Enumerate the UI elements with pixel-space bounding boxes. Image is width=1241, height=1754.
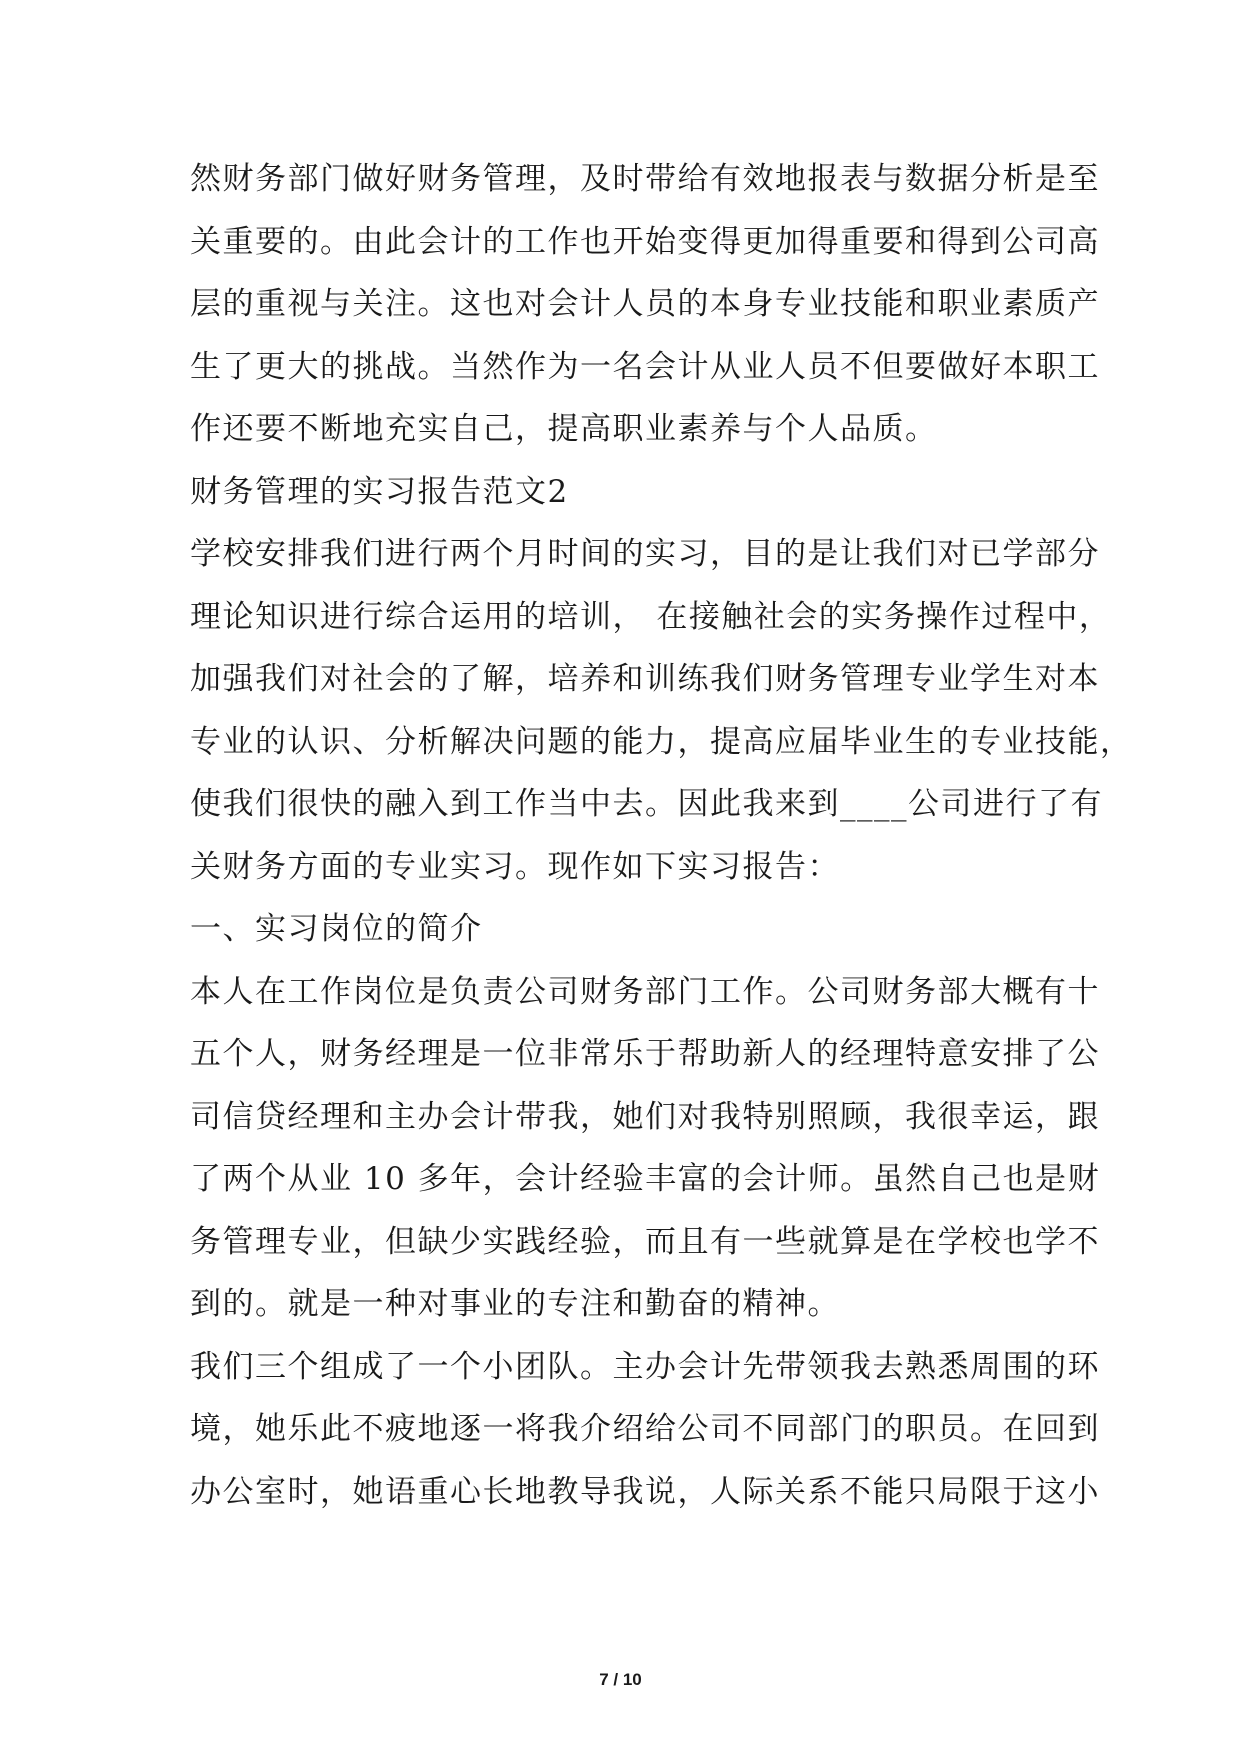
text-line: 五个人，财务经理是一位非常乐于帮助新人的经理特意安排了公 [190, 1036, 1100, 1072]
text-line: 到的。就是一种对事业的专注和勤奋的精神。 [190, 1286, 840, 1322]
text-line: 生了更大的挑战。当然作为一名会计从业人员不但要做好本职工 [190, 348, 1100, 385]
text-line: 关财务方面的专业实习。现作如下实习报告： [190, 848, 840, 885]
text-line: 境，她乐此不疲地逐一将我介绍给公司不同部门的职员。在回到 [190, 1411, 1100, 1447]
text-line: 学校安排我们进行两个月时间的实习，目的是让我们对已学部分 [190, 536, 1100, 572]
text-line: 关重要的。由此会计的工作也开始变得更加得重要和得到公司高 [190, 223, 1100, 260]
text-line: 层的重视与关注。这也对会计人员的本身专业技能和职业素质产 [190, 286, 1100, 322]
text-line: 专业的认识、分析解决问题的能力，提高应届毕业生的专业技能， [190, 723, 1133, 760]
text-line: 财务管理的实习报告范文2 [190, 473, 569, 510]
text-line: 司信贷经理和主办会计带我，她们对我特别照顾，我很幸运，跟 [190, 1098, 1100, 1135]
text-line: 一、实习岗位的简介 [190, 911, 483, 947]
text-line: 然财务部门做好财务管理，及时带给有效地报表与数据分析是至 [190, 161, 1100, 197]
text-line: 加强我们对社会的了解，培养和训练我们财务管理专业学生对本 [190, 661, 1100, 697]
text-line: 理论知识进行综合运用的培训， 在接触社会的实务操作过程中， [190, 598, 1112, 635]
document-body [190, 148, 1133, 1523]
page-number: 7 / 10 [599, 1670, 642, 1689]
text-line: 务管理专业，但缺少实践经验，而且有一些就算是在学校也学不 [190, 1223, 1100, 1260]
text-line: 使我们很快的融入到工作当中去。因此我来到____公司进行了有 [190, 786, 1103, 822]
text-line: 本人在工作岗位是负责公司财务部门工作。公司财务部大概有十 [190, 973, 1100, 1010]
text-line: 我们三个组成了一个小团队。主办会计先带领我去熟悉周围的环 [190, 1348, 1100, 1385]
text-line: 办公室时，她语重心长地教导我说，人际关系不能只局限于这小 [190, 1473, 1100, 1510]
text-line: 作还要不断地充实自己，提高职业素养与个人品质。 [190, 411, 938, 447]
text-line: 了两个从业 10 多年，会计经验丰富的会计师。虽然自己也是财 [190, 1161, 1101, 1197]
